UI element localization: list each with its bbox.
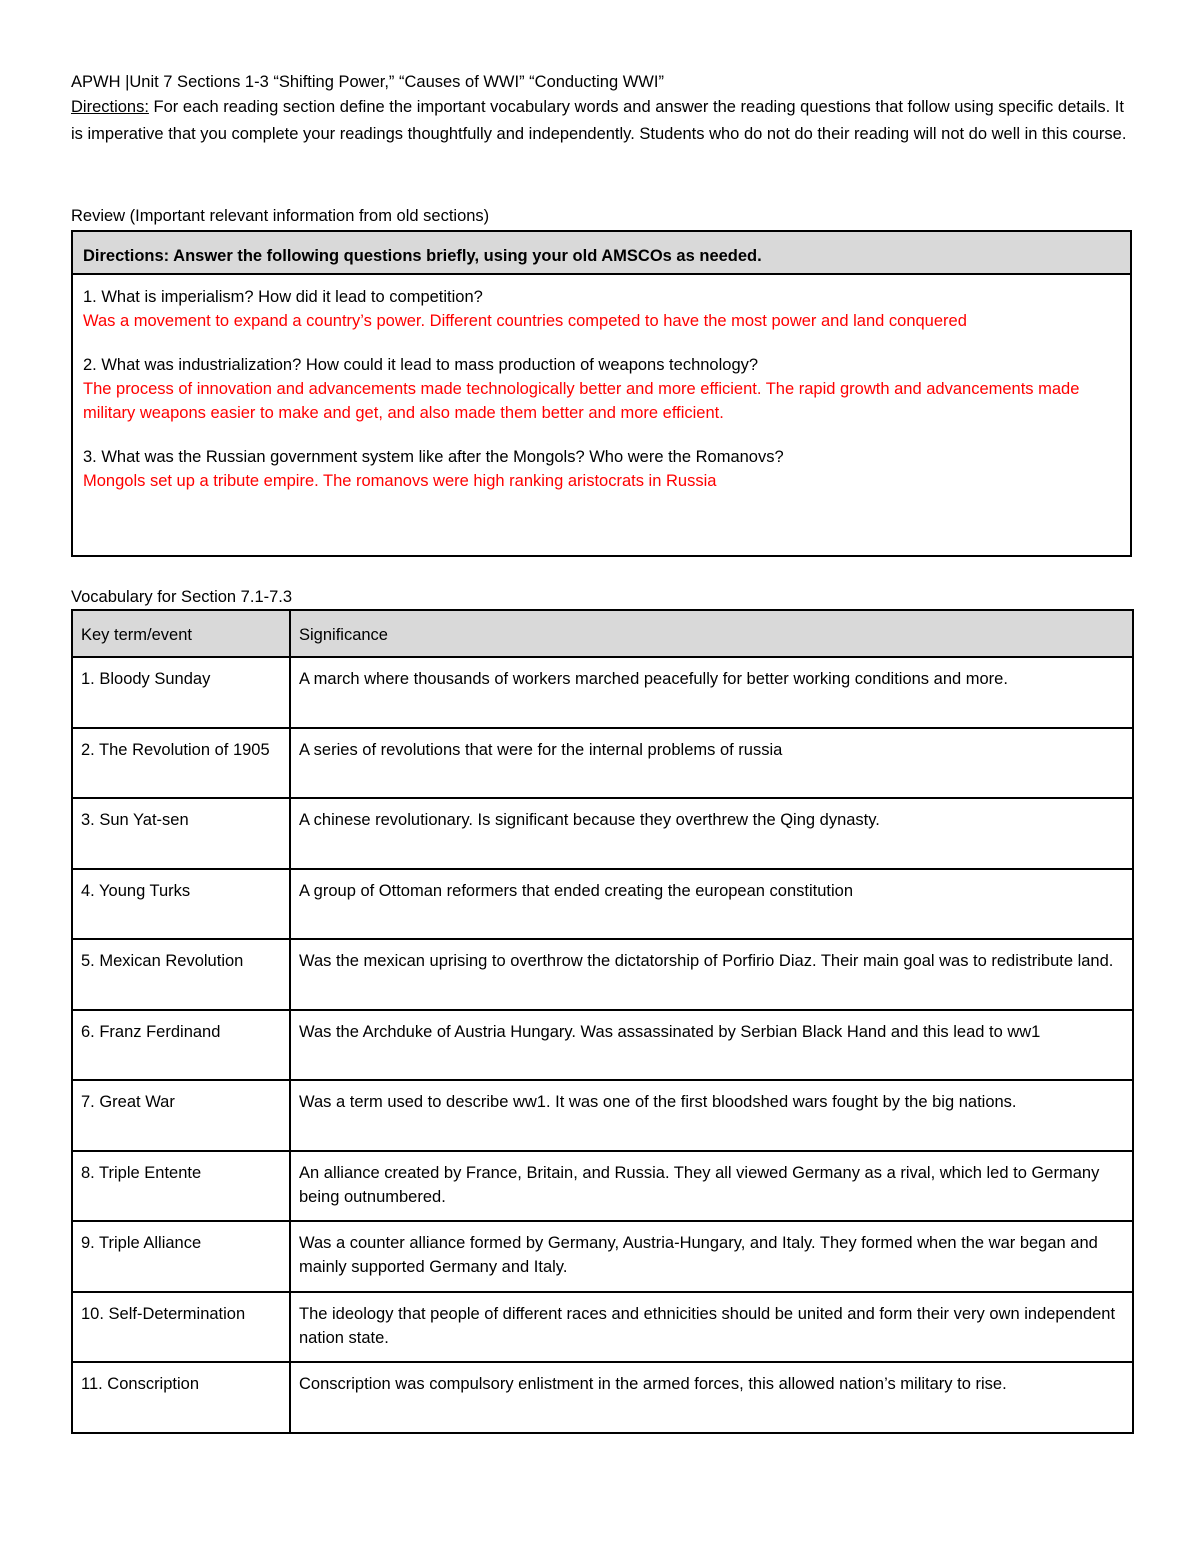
term-cell: 7. Great War (72, 1080, 290, 1151)
vocab-header-row (72, 610, 1133, 657)
significance-cell: Was a term used to describe ww1. It was one of the first bloodshed wars fought by the big nations. (290, 1080, 1133, 1151)
term-cell: 6. Franz Ferdinand (72, 1010, 290, 1081)
table-row (72, 1080, 1133, 1151)
review-item (83, 445, 1120, 493)
table-row (72, 728, 1133, 799)
term-cell: 2. The Revolution of 1905 (72, 728, 290, 799)
table-row (72, 657, 1133, 728)
significance-cell: An alliance created by France, Britain, and Russia. They all viewed Germany as a rival, which led to Germany being outnumbered. (290, 1151, 1133, 1222)
table-row (72, 1151, 1133, 1222)
significance-cell: The ideology that people of different races and ethnicities should be united and form their very own independent nation state. (290, 1292, 1133, 1363)
page-title: APWH |Unit 7 Sections 1-3 “Shifting Power,” “Causes of WWI” “Conducting WWI” (71, 73, 664, 91)
directions-paragraph (71, 94, 1132, 148)
table-row (72, 1292, 1133, 1363)
significance-cell: Was a counter alliance formed by Germany, Austria-Hungary, and Italy. They formed when the war began and mainly supported Germany and Italy. (290, 1221, 1133, 1292)
review-answer: The process of innovation and advancements made technologically better and more efficient. The rapid growth and advancements made military weapons easier to make and get, and also made them better and more efficient. (83, 380, 1080, 422)
review-box (71, 230, 1132, 557)
significance-cell: A group of Ottoman reformers that ended creating the european constitution (290, 869, 1133, 940)
vocab-heading: Vocabulary for Section 7.1-7.3 (71, 588, 293, 606)
table-row (72, 1362, 1133, 1433)
term-cell: 10. Self-Determination (72, 1292, 290, 1363)
term-cell: 9. Triple Alliance (72, 1221, 290, 1292)
table-row (72, 869, 1133, 940)
significance-cell: Was the mexican uprising to overthrow the dictatorship of Porfirio Diaz. Their main goal was to redistribute land. (290, 939, 1133, 1010)
worksheet-page (71, 70, 1132, 1393)
significance-cell: Conscription was compulsory enlistment in the armed forces, this allowed nation’s military to rise. (290, 1362, 1133, 1433)
term-cell: 3. Sun Yat-sen (72, 798, 290, 869)
review-question: 1. What is imperialism? How did it lead to competition? (83, 288, 483, 306)
significance-cell: A march where thousands of workers marched peacefully for better working conditions and more. (290, 657, 1133, 728)
table-row (72, 798, 1133, 869)
column-header-term: Key term/event (72, 610, 290, 657)
vocab-table (71, 609, 1134, 1434)
review-heading: Review (Important relevant information from old sections) (71, 207, 490, 225)
term-cell: 5. Mexican Revolution (72, 939, 290, 1010)
term-cell: 1. Bloody Sunday (72, 657, 290, 728)
term-cell: 8. Triple Entente (72, 1151, 290, 1222)
review-answer: Was a movement to expand a country’s power. Different countries competed to have the most power and land conquered (83, 312, 967, 330)
significance-cell: Was the Archduke of Austria Hungary. Was assassinated by Serbian Black Hand and this lead to ww1 (290, 1010, 1133, 1081)
table-row (72, 1010, 1133, 1081)
table-row (72, 939, 1133, 1010)
review-answer: Mongols set up a tribute empire. The romanovs were high ranking aristocrats in Russia (83, 472, 717, 490)
review-question: 3. What was the Russian government system like after the Mongols? Who were the Romanovs? (83, 448, 784, 466)
directions-label: Directions: (71, 98, 149, 116)
review-box-body (73, 275, 1130, 493)
directions-text: For each reading section define the important vocabulary words and answer the reading questions that follow using specific details. It is imperative that you complete your readings thoughtfully and independently. Students who do not do their reading will not do well in this course. (71, 98, 1127, 143)
table-row (72, 1221, 1133, 1292)
significance-cell: A series of revolutions that were for the internal problems of russia (290, 728, 1133, 799)
column-header-significance: Significance (290, 610, 1133, 657)
term-cell: 11. Conscription (72, 1362, 290, 1433)
review-item (83, 353, 1120, 425)
significance-cell: A chinese revolutionary. Is significant because they overthrew the Qing dynasty. (290, 798, 1133, 869)
term-cell: 4. Young Turks (72, 869, 290, 940)
review-question: 2. What was industrialization? How could it lead to mass production of weapons technology? (83, 356, 759, 374)
review-box-header: Directions: Answer the following questions briefly, using your old AMSCOs as needed. (73, 232, 1130, 275)
review-item (83, 285, 1120, 333)
